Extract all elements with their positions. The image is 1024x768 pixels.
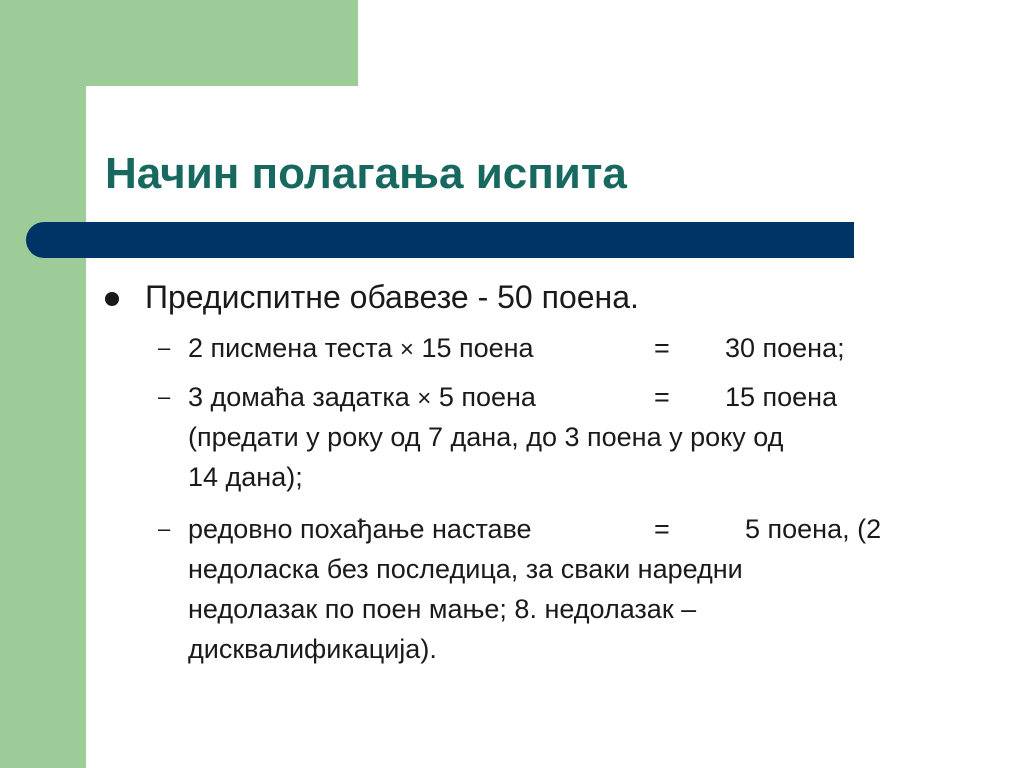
- sub-item-label: [188, 328, 534, 370]
- sub-item-continuation: 14 дана);: [188, 462, 303, 492]
- bullet-text: Предиспитне обавезе - 50 поена.: [145, 279, 639, 315]
- dash-icon: –: [158, 516, 171, 541]
- bullet-dot-icon: [105, 292, 119, 306]
- dash-icon: –: [158, 335, 171, 360]
- slide-title: Начин полагања испита: [105, 149, 627, 198]
- equals-sign: =: [654, 382, 670, 412]
- sub-item-continuation: (предати у року од 7 дана, до 3 поена у року од: [188, 422, 784, 452]
- sub-item-value: 15 поена: [725, 382, 838, 412]
- sub-item-value: 5 поена, (2: [745, 514, 882, 544]
- dash-icon: –: [158, 384, 171, 409]
- times-icon: ×: [399, 336, 414, 363]
- times-icon: ×: [417, 385, 432, 412]
- sub-item-label-a: 3 домаћа задатка: [188, 382, 410, 412]
- sub-item-label-a: 2 писмена теста: [188, 333, 393, 363]
- sub-item: [158, 509, 958, 669]
- sub-item-continuation: недоласка без последица, за сваки наредни: [188, 554, 743, 584]
- equals-sign: =: [654, 514, 670, 544]
- sub-item-label-b: 5 поена: [438, 382, 536, 412]
- sub-item: [158, 377, 958, 497]
- sub-item-continuation: дисквалификација).: [188, 634, 437, 664]
- sub-item-value: 30 поена;: [725, 333, 845, 363]
- sub-item: [158, 328, 958, 368]
- sub-item-label: [188, 377, 536, 419]
- sub-item-label: редовно похађање наставе: [188, 514, 532, 544]
- equals-sign: =: [654, 333, 670, 363]
- sub-item-continuation: недолазак по поен мање; 8. недолазак –: [188, 594, 697, 624]
- sub-item-label-b: 15 поена: [421, 333, 534, 363]
